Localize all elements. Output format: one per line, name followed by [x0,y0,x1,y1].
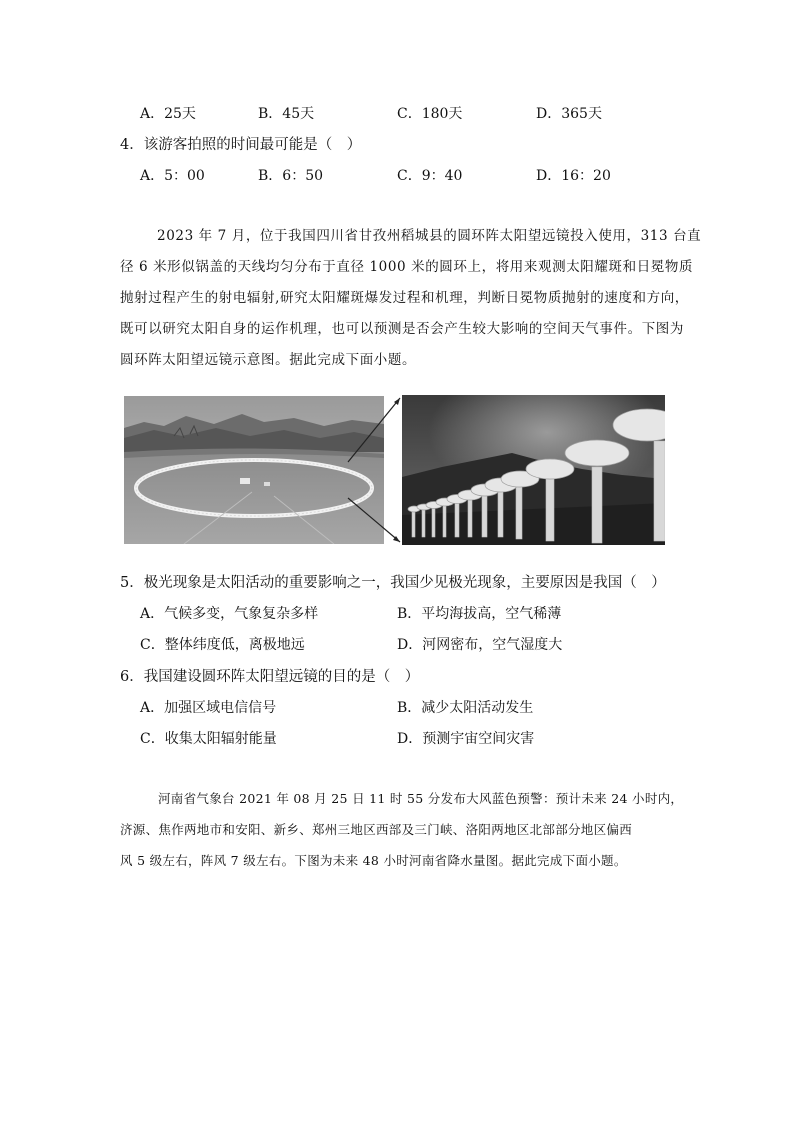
figure-arrows [340,392,410,552]
q4-option-a[interactable]: A．5：00 [140,168,205,184]
q6-option-a[interactable]: A．加强区域电信信号 [140,700,277,716]
q5-stem: 5．极光现象是太阳活动的重要影响之一，我国少见极光现象，主要原因是我国（ ） [120,575,666,591]
q5-option-c[interactable]: C．整体纬度低，离极地远 [140,637,305,653]
passage-line: 圆环阵太阳望远镜示意图。据此完成下面小题。 [120,352,417,368]
q3-option-a[interactable]: A．25天 [140,106,196,122]
q3-option-d[interactable]: D．365天 [536,106,602,122]
q6-stem: 6．我国建设圆环阵太阳望远镜的目的是（ ） [120,669,420,685]
q3-option-b[interactable]: B．45天 [258,106,315,122]
q4-option-b[interactable]: B．6：50 [258,168,324,184]
passage-wind-warning [120,783,684,876]
passage-telescope [120,221,702,376]
passage-line: 既可以研究太阳自身的运作机理，也可以预测是否会产生较大影响的空间天气事件。下图为 [120,321,684,337]
passage-line: 抛射过程产生的射电辐射,研究太阳耀斑爆发过程和机理，判断日冕物质抛射的速度和方向， [120,290,689,306]
q4-option-d[interactable]: D．16：20 [536,168,611,184]
q3-option-c[interactable]: C．180天 [397,106,463,122]
q5-option-a[interactable]: A．气候多变，气象复杂多样 [140,606,319,622]
q4-stem: 4．该游客拍照的时间最可能是（ ） [120,137,362,153]
q6-option-b[interactable]: B．减少太阳活动发生 [397,700,534,716]
q6-option-d[interactable]: D．预测宇宙空间灾害 [397,731,535,747]
passage-line: 风 5 级左右，阵风 7 级左右。下图为未来 48 小时河南省降水量图。据此完成下面小题。 [120,853,627,868]
passage-line: 河南省气象台 2021 年 08 月 25 日 11 时 55 分发布大风蓝色预警：预计未来 24 小时内， [158,791,684,806]
passage-line: 径 6 米形似锅盖的天线均匀分布于直径 1000 米的圆环上，将用来观测太阳耀斑和日冕物质 [120,259,694,275]
photo-antenna-dishes-night [402,395,665,545]
q5-option-b[interactable]: B．平均海拔高，空气稀薄 [397,606,562,622]
passage-line: 2023 年 7 月，位于我国四川省甘孜州稻城县的圆环阵太阳望远镜投入使用，313 台直 [157,228,702,244]
q4-option-c[interactable]: C．9：40 [397,168,463,184]
passage-line: 济源、焦作两地市和安阳、新乡、郑州三地区西部及三门峡、洛阳两地区北部部分地区偏西 [120,822,633,837]
q6-option-c[interactable]: C．收集太阳辐射能量 [140,731,277,747]
q5-option-d[interactable]: D．河网密布，空气湿度大 [397,637,563,653]
